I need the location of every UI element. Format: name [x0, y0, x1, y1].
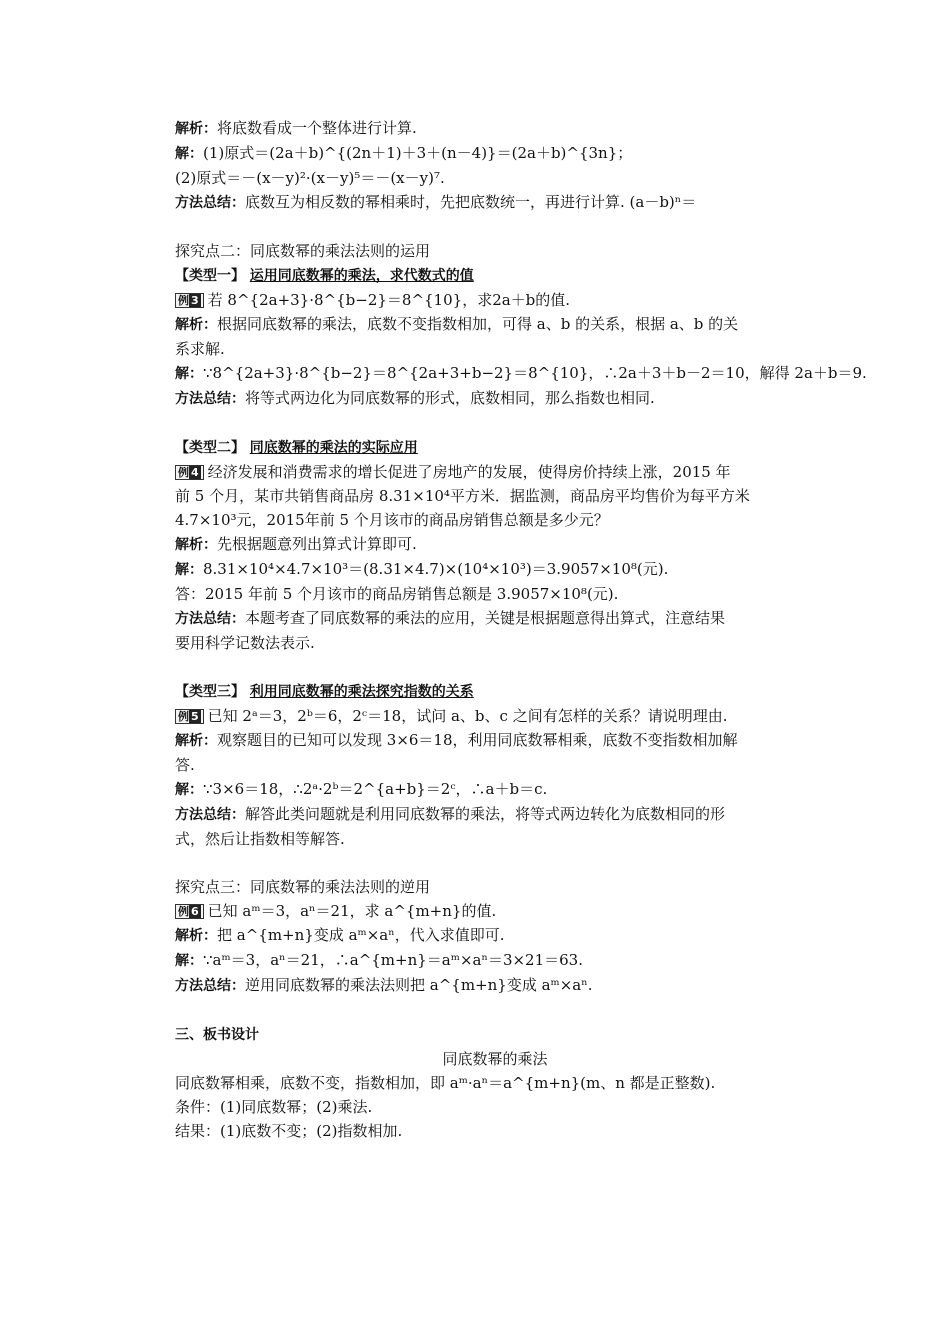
summary-line — [175, 973, 815, 998]
text-line — [175, 337, 815, 361]
text-line — [175, 508, 815, 532]
text: 探究点二：同底数幂的乘法法则的运用 — [175, 242, 431, 260]
example-line — [175, 460, 815, 484]
text: 探究点三：同底数幂的乘法法则的逆用 — [175, 878, 431, 896]
badge-number: 5 — [191, 710, 199, 723]
text: 答. — [175, 756, 195, 774]
text: 若 8^{2a+3}·8^{b−2}＝8^{10}，求2a＋b的值. — [207, 291, 571, 309]
text: 底数互为相反数的幂相乘时，先把底数统一，再进行计算. (a－b)ⁿ＝ — [245, 193, 697, 211]
text: 本题考查了同底数幂的乘法的应用，关键是根据题意得出算式，注意结果 — [245, 609, 726, 627]
text: 8.31×10⁴×4.7×10³＝(8.31×4.7)×(10⁴×10³)＝3.9057×10⁸(元). — [203, 560, 669, 578]
text: 同底数幂相乘，底数不变，指数相加，即 aᵐ·aⁿ＝a^{m+n}(m、n 都是正整数). — [175, 1074, 716, 1092]
summary-line — [175, 386, 815, 411]
text: ∵8^{2a+3}·8^{b−2}＝8^{2a+3+b−2}＝8^{10}，∴2a＋3＋b－2＝10，解得 2a＋b＝9. — [203, 364, 867, 382]
text-line — [175, 484, 815, 508]
text: 条件：(1)同底数幂；(2)乘法. — [175, 1098, 373, 1116]
text: 把 a^{m+n}变成 aᵐ×aⁿ，代入求值即可. — [217, 926, 505, 944]
example-badge — [175, 709, 204, 724]
summary-line — [175, 190, 815, 215]
label-solution: 解： — [175, 782, 203, 798]
label-summary: 方法总结： — [175, 391, 245, 407]
example-badge — [175, 293, 204, 308]
badge-text: 例 — [178, 710, 189, 723]
analysis-line — [175, 312, 815, 337]
text-line — [175, 753, 815, 777]
label-analysis: 解析： — [175, 928, 217, 944]
text: 4.7×10³元，2015年前 5 个月该市的商品房销售总额是多少元？ — [175, 511, 609, 529]
section-heading — [175, 1022, 815, 1047]
analysis-line — [175, 923, 815, 948]
text-line — [175, 1119, 815, 1143]
document-page — [175, 116, 867, 1143]
type-heading — [175, 679, 815, 704]
label-solution: 解： — [175, 366, 203, 382]
type-heading — [175, 263, 815, 288]
answer-line — [175, 582, 815, 606]
text: 已知 2ᵃ＝3，2ᵇ＝6，2ᶜ＝18，试问 a、b、c 之间有怎样的关系？请说明理由. — [207, 707, 728, 725]
text: 根据同底数幂的乘法，底数不变指数相加，可得 a、b 的关系，根据 a、b 的关 — [217, 315, 739, 333]
type-heading — [175, 435, 815, 460]
text: 答：2015 年前 5 个月该市的商品房销售总额是 3.9057×10⁸(元). — [175, 585, 619, 603]
text: 系求解. — [175, 340, 225, 358]
text: (2)原式＝－(x－y)²·(x－y)⁵＝－(x－y)⁷. — [175, 169, 445, 187]
summary-line — [175, 606, 815, 631]
badge-number: 4 — [191, 466, 199, 479]
type-label: 【类型二】 — [175, 440, 245, 456]
label-analysis: 解析： — [175, 121, 217, 137]
text: 结果：(1)底数不变；(2)指数相加. — [175, 1122, 403, 1140]
label-analysis: 解析： — [175, 537, 217, 553]
section-heading — [175, 239, 815, 263]
label-solution: 解： — [175, 146, 203, 162]
label-summary: 方法总结： — [175, 978, 245, 994]
analysis-line — [175, 728, 815, 753]
badge-number: 3 — [191, 294, 199, 307]
badge-text: 例 — [178, 466, 189, 479]
label-solution: 解： — [175, 953, 203, 969]
solution-line — [175, 361, 867, 386]
text: 观察题目的已知可以发现 3×6＝18，利用同底数幂相乘，底数不变指数相加解 — [217, 731, 738, 749]
section-heading — [175, 875, 815, 899]
text: 要用科学记数法表示. — [175, 634, 315, 652]
text: ∵3×6＝18，∴2ᵃ·2ᵇ＝2^{a+b}＝2ᶜ，∴a＋b＝c. — [203, 780, 548, 798]
text: 前 5 个月，某市共销售商品房 8.31×10⁴平方米．据监测，商品房平均售价为每平方米 — [175, 487, 750, 505]
text: 将底数看成一个整体进行计算. — [217, 119, 417, 137]
solution-line — [175, 777, 815, 802]
label-analysis: 解析： — [175, 733, 217, 749]
text: 解答此类问题就是利用同底数幂的乘法，将等式两边转化为底数相同的形 — [245, 805, 726, 823]
text: 将等式两边化为同底数幂的形式，底数相同，那么指数也相同. — [245, 389, 655, 407]
solution-line — [175, 557, 815, 582]
type-title: 同底数幂的乘法的实际应用 — [249, 440, 418, 456]
text: 式，然后让指数相等解答. — [175, 830, 345, 848]
label-summary: 方法总结： — [175, 807, 245, 823]
text: 已知 aᵐ＝3，aⁿ＝21，求 a^{m+n}的值. — [207, 902, 497, 920]
analysis-line — [175, 532, 815, 557]
summary-line — [175, 802, 815, 827]
text: 同底数幂的乘法 — [442, 1050, 548, 1068]
type-label: 【类型三】 — [175, 684, 245, 700]
badge-text: 例 — [178, 905, 189, 918]
type-label: 【类型一】 — [175, 268, 245, 284]
text: 经济发展和消费需求的增长促进了房地产的发展，使得房价持续上涨，2015 年 — [207, 463, 731, 481]
text: 逆用同底数幂的乘法法则把 a^{m+n}变成 aᵐ×aⁿ. — [245, 976, 593, 994]
example-badge — [175, 904, 204, 919]
label-summary: 方法总结： — [175, 195, 245, 211]
board-title — [175, 1047, 815, 1071]
badge-text: 例 — [178, 294, 189, 307]
badge-number: 6 — [191, 905, 199, 918]
example-line — [175, 288, 815, 312]
board-design-heading: 三、板书设计 — [175, 1027, 259, 1043]
text-line — [175, 1071, 815, 1095]
text: ∵aᵐ＝3，aⁿ＝21，∴a^{m+n}＝aᵐ×aⁿ＝3×21＝63. — [203, 951, 583, 969]
solution-line — [175, 166, 815, 190]
text-line — [175, 1095, 815, 1119]
text-line — [175, 631, 815, 655]
analysis-line — [175, 116, 815, 141]
example-badge — [175, 465, 204, 480]
text-line — [175, 827, 815, 851]
solution-line — [175, 948, 815, 973]
example-line — [175, 899, 815, 923]
type-title: 利用同底数幂的乘法探究指数的关系 — [249, 684, 474, 700]
type-title: 运用同底数幂的乘法，求代数式的值 — [249, 268, 474, 284]
text: 先根据题意列出算式计算即可. — [217, 535, 417, 553]
text: (1)原式＝(2a＋b)^{(2n＋1)＋3＋(n－4)}＝(2a＋b)^{3n}； — [203, 144, 633, 162]
label-summary: 方法总结： — [175, 611, 245, 627]
label-analysis: 解析： — [175, 317, 217, 333]
solution-line — [175, 141, 815, 166]
example-line — [175, 704, 815, 728]
label-solution: 解： — [175, 562, 203, 578]
